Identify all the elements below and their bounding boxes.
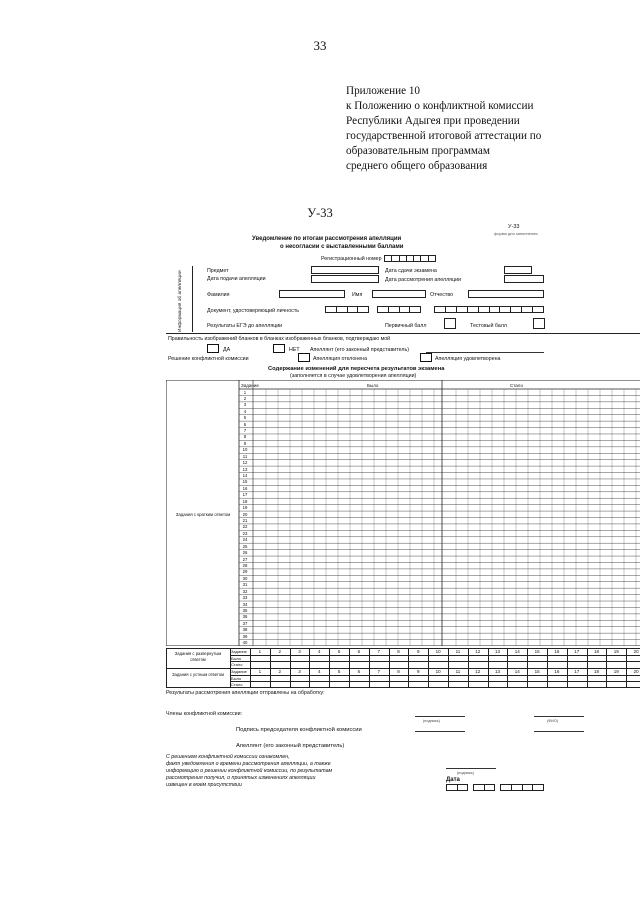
form-title: Уведомление по итогам рассмотрения апелляции	[252, 236, 402, 242]
appendix-line: образовательным программам	[346, 145, 490, 157]
row-number: 12	[242, 460, 248, 466]
appendix-line: к Положению о конфликтной комиссии	[346, 100, 534, 112]
appendix-line: Приложение 10	[346, 85, 421, 97]
row-number: 11	[242, 453, 248, 459]
members-label: Члены конфликтной комиссии:	[166, 711, 243, 717]
notice-line: информацию о решении конфликтной комиссии, по результатам	[166, 768, 333, 774]
footer-number: 7	[377, 649, 380, 654]
row-number: 24	[242, 537, 248, 543]
footer-number: 5	[337, 649, 341, 654]
footer-number: 16	[554, 649, 560, 654]
footer-number: 3	[298, 649, 301, 654]
results-label: Результаты ЕГЭ до апелляции	[207, 323, 283, 329]
footer-number: 9	[417, 649, 420, 654]
footer-number: 11	[455, 669, 461, 674]
footer-number: 6	[357, 669, 361, 674]
footer-number: 15	[534, 649, 540, 654]
row-number: 14	[242, 473, 248, 479]
row-number: 30	[242, 575, 248, 581]
footer-number: 13	[494, 669, 500, 674]
row-number: 9	[243, 440, 247, 446]
footer-number: 11	[455, 649, 461, 654]
date-day-cells	[446, 784, 468, 791]
row-number: 16	[242, 485, 248, 491]
footer-became-label: Стало	[231, 682, 243, 687]
notice-line: рассмотрения получил, о принятых изменениях апелляции	[166, 775, 316, 781]
review-date-field	[504, 275, 544, 283]
form-title: о несогласии с выставленными баллами	[280, 244, 404, 250]
row-number: 23	[242, 530, 248, 536]
satisfied-checkbox	[420, 353, 432, 362]
col-was-header: Было	[367, 383, 379, 388]
name-label: Имя	[352, 292, 363, 298]
sent-label: Результаты рассмотрения апелляции отправлены на обработку:	[166, 690, 325, 696]
row-number: 34	[242, 601, 248, 607]
footer-number: 6	[357, 649, 361, 654]
appeal-date-label: Дата подачи апелляции	[207, 276, 266, 282]
row-number: 6	[243, 421, 247, 427]
subject-label: Предмет	[207, 268, 229, 274]
appendix-line: государственной итоговой аттестации по	[346, 130, 542, 142]
footer-number: 14	[514, 669, 520, 674]
row-number: 22	[242, 524, 248, 530]
date-year-cells	[500, 784, 544, 791]
footer-number: 1	[258, 669, 262, 674]
id-number-cells	[377, 306, 421, 313]
notice-line: факт уведомления о времени рассмотрения апелляции, а также	[166, 761, 331, 767]
row-number: 31	[242, 582, 248, 588]
yes-checkbox	[207, 344, 219, 353]
row-number: 36	[242, 614, 248, 620]
primary-score-label: Первичный балл	[385, 323, 427, 329]
row-number: 3	[243, 402, 247, 408]
footer-number: 8	[397, 649, 400, 654]
form-code: У-33	[307, 206, 333, 220]
footer-number: 20	[633, 649, 639, 654]
form-code-small: У-33	[508, 224, 520, 230]
row-number: 33	[242, 595, 248, 601]
footer-task-label: Задание	[231, 649, 247, 654]
row-number: 4	[243, 408, 247, 414]
sign-hint: (подпись)	[423, 719, 440, 723]
exam-date-label: Дата сдачи экзамена	[385, 268, 437, 274]
side-label: Информация об апелляции	[178, 270, 183, 332]
footer-number: 15	[534, 669, 540, 674]
test-score-field	[533, 318, 545, 329]
oral-label: Задания с устным ответом	[172, 672, 224, 677]
footer-number: 1	[258, 649, 262, 654]
footer-number: 17	[574, 669, 580, 674]
row-number: 21	[242, 518, 248, 523]
appeal-date-field	[311, 275, 379, 283]
row-number: 35	[242, 607, 248, 613]
footer-was-label: Было	[231, 656, 242, 661]
footer-number: 8	[397, 669, 400, 674]
row-number: 5	[243, 415, 247, 421]
name-field	[372, 290, 426, 298]
row-number: 19	[242, 505, 248, 511]
row-number: 8	[243, 434, 247, 440]
footer-number: 19	[613, 669, 619, 674]
review-date-label: Дата рассмотрения апелляции	[385, 277, 461, 283]
row-number: 39	[242, 633, 248, 639]
sign-hint: (подпись)	[457, 771, 474, 775]
rejected-checkbox	[298, 353, 310, 362]
footer-number: 4	[318, 649, 321, 654]
recognized-label: Правильность изображений бланков в бланках изображенных бланков, подтверждаю мой	[168, 336, 391, 342]
footer-number: 7	[377, 669, 380, 674]
footer-number: 5	[337, 669, 341, 674]
row-number: 29	[242, 569, 248, 575]
footer-number: 17	[574, 649, 580, 654]
surname-field	[279, 290, 345, 298]
changes-title: Содержание изменений для пересчета результатов экзамена	[268, 366, 445, 372]
row-number: 28	[242, 562, 248, 568]
reg-number-label: Регистрационный номер	[321, 256, 382, 262]
footer-number: 10	[435, 669, 441, 674]
notice-line: извещен в моем присутствии	[166, 782, 242, 788]
footer-number: 12	[475, 669, 481, 674]
footer-number: 10	[435, 649, 441, 654]
footer-number: 20	[633, 669, 639, 674]
row-number: 38	[242, 627, 248, 633]
reg-number-cells	[384, 255, 436, 262]
footer-number: 9	[417, 669, 420, 674]
no-checkbox	[273, 344, 285, 353]
patronymic-label: Отчество	[430, 292, 454, 298]
footer-became-label: Стало	[231, 662, 243, 667]
footer-number: 18	[593, 649, 599, 654]
row-number: 26	[242, 550, 248, 556]
footer-number: 12	[475, 649, 481, 654]
applicant-sign-label: Апеллянт (его законный представитель)	[236, 743, 345, 749]
row-number: 37	[242, 620, 248, 626]
date-month-cells	[473, 784, 495, 791]
changes-side-label: Задания с кратким ответом	[175, 512, 231, 517]
footer-number: 13	[494, 649, 500, 654]
row-number: 15	[242, 479, 248, 485]
footer-task-label: Задание	[231, 669, 247, 674]
row-number: 25	[242, 543, 248, 549]
footer-number: 18	[593, 669, 599, 674]
test-score-label: Тестовый балл	[470, 323, 507, 329]
rejected-label: Апелляция отклонена	[313, 356, 368, 362]
primary-score-field	[444, 318, 456, 329]
row-number: 17	[242, 492, 248, 498]
id-extra-cells	[434, 306, 544, 313]
form-code-sub: форма для заполнения	[494, 231, 538, 236]
subject-field	[311, 266, 379, 274]
row-number: 18	[242, 498, 248, 504]
row-number: 32	[242, 588, 248, 594]
no-label: НЕТ	[289, 347, 300, 353]
decision-label: Решение конфликтной комиссии	[168, 356, 249, 362]
changes-subtitle: (заполняется в случае удовлетворения апелляции)	[290, 373, 417, 379]
col-task-header: Задание	[241, 383, 259, 388]
footer-number: 2	[278, 649, 281, 654]
appendix-header	[346, 84, 626, 174]
row-number: 20	[242, 511, 248, 517]
exam-date-field	[504, 266, 532, 274]
chair-label: Подпись председателя конфликтной комиссии	[236, 727, 362, 733]
footer-number: 14	[514, 649, 520, 654]
col-became-header: Стало	[510, 383, 523, 388]
id-doc-label: Документ, удостоверяющий личность	[207, 308, 300, 314]
appendix-line: среднего общего образования	[346, 160, 488, 172]
patronymic-field	[468, 290, 544, 298]
footer-was-label: Было	[231, 676, 242, 681]
yes-label: ДА	[223, 347, 231, 353]
name-hint: (ФИО)	[547, 719, 559, 723]
footer-number: 16	[554, 669, 560, 674]
notice-line: С решением конфликтной комиссии ознакомлен,	[166, 754, 290, 760]
footer-number: 19	[613, 649, 619, 654]
footer-number: 2	[278, 669, 281, 674]
appendix-line: Республики Адыгея при проведении	[346, 115, 520, 127]
id-series-cells	[325, 306, 369, 313]
row-number: 27	[242, 556, 248, 562]
row-number: 2	[243, 395, 247, 401]
footer-number: 4	[318, 669, 321, 674]
row-number: 40	[242, 640, 248, 646]
surname-label: Фамилия	[207, 292, 230, 298]
satisfied-label: Апелляция удовлетворена	[435, 356, 501, 362]
footer-number: 3	[298, 669, 301, 674]
detailed-label: Задания с развернутым ответом	[174, 651, 222, 662]
date-label: Дата	[446, 777, 460, 783]
row-number: 7	[243, 428, 247, 434]
row-number: 1	[243, 389, 247, 395]
row-number: 10	[242, 447, 248, 453]
applicant-label: Апеллянт (его законный представитель)	[310, 347, 409, 353]
page-number: 33	[313, 38, 327, 53]
row-number: 13	[242, 466, 248, 472]
